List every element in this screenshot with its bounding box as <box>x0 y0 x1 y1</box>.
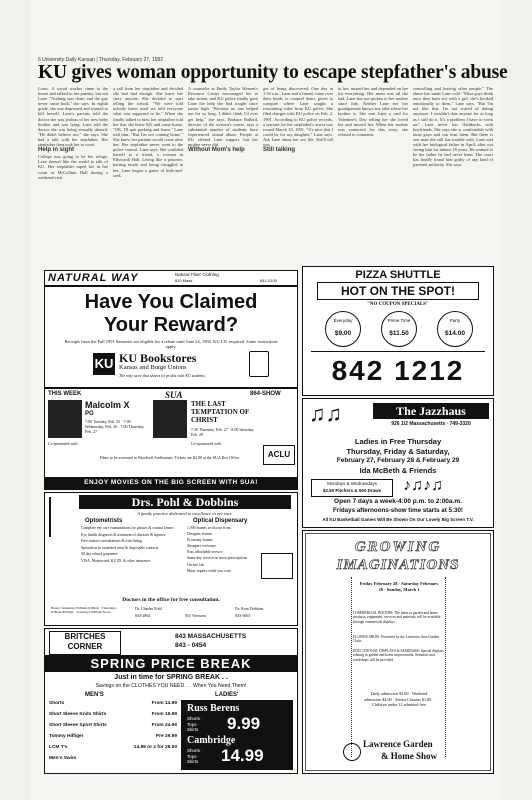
flower-vine-illustration-icon <box>445 577 486 757</box>
subhead-still-talking: Still talking <box>263 147 296 154</box>
pohl-address: 831 Vermont <box>185 613 206 618</box>
film-times-1: 7:00 Tuesday, Feb. 25 · 7:00 Wednesday, Feb. 26 · 7:00 Thursday, Feb. 27 <box>85 419 145 434</box>
jazzhaus-performer: Ida McBeth & Friends <box>359 466 437 475</box>
optometrists-heading: Optometrists <box>85 518 123 524</box>
special-days: Mondays & Wednesdays <box>327 481 377 486</box>
dispensary-service-item: Designer frames <box>187 532 212 537</box>
educational-displays: EDUCATIONAL DISPLAYS & SEMINARS: Special displays relating to garden and home improvement. Seminars and workshops will be provided. <box>353 649 444 662</box>
film-times-2: 7:30 Thursday, Feb. 27 · 8:00 Saturday, Feb. 29 <box>191 427 255 437</box>
deal-party-price: $14.00 <box>445 330 465 337</box>
article-column-5 <box>338 86 408 260</box>
sua-note: Films to be screened in Woodruff Auditorium. Tickets are $2.00 at the SUA Box Office. <box>99 455 241 460</box>
pohl-dobbins-ad <box>44 492 298 626</box>
article-headline: KU gives woman opportunity to escape stepfather's abuse <box>38 62 508 83</box>
dispensary-service-item: Economy frames <box>187 538 213 543</box>
woman-glasses-illustration-icon <box>49 497 75 537</box>
mens-item-name: Short Sleeve Sport Shirts <box>49 723 107 728</box>
jazzhaus-hours: Open 7 days a week-4:00 p.m. to 2:00a.m. <box>334 498 462 505</box>
pizza-shuttle-title: PIZZA SHUTTLE <box>355 269 441 281</box>
garden-show-logo-icon <box>343 743 361 761</box>
mens-item-name: Tommy Hilfiger <box>49 734 84 739</box>
mens-item-row <box>49 701 177 712</box>
mens-item-name: LCM T's <box>49 745 68 750</box>
mens-item-row <box>49 756 177 767</box>
optometrist-service-item: 30 day refund guarantee <box>81 552 118 557</box>
imaginations-title: IMAGINATIONS <box>336 557 460 573</box>
dispensary-service-item: 1,000 frames to choose from <box>187 526 231 530</box>
jazzhaus-address: 926 1/2 Massachusetts · 749-3320 <box>391 421 471 427</box>
mens-item-row <box>49 734 177 745</box>
mens-item-price: From 19.99 <box>151 712 177 717</box>
dispensary-service-item: Same day service on most prescriptions <box>187 556 248 561</box>
sua-logo: SUA <box>165 390 183 400</box>
savings-subline: Savings on the CLOTHES YOU NEED. . . When You Need Them! <box>95 683 247 689</box>
article-text: to her, trusted her and depended on her for everything. Her mom was all she had. Lane has not spoken to her mother since July. Neither Lane nor her grandparents knows any idea where her brother is. She sent Lane a card for Valentine's Day telling her she loved her and missed her. When her mother was contacted for this story, she refused to comment. <box>338 86 408 137</box>
article-column-4 <box>263 86 333 260</box>
ad-rebate-fine-print: Receipts from the Fall 1991 Semester are eligible for a rebate until June 24, 1992. KU I.D. required. Some restrictions apply. <box>64 339 278 349</box>
pohl-tagline: A family practice dedicated to excellence in eye care. <box>137 511 233 516</box>
natural-way-phone: 841-0100 <box>260 278 277 283</box>
article-column-3 <box>188 86 258 260</box>
dispensary-services-list <box>187 526 257 575</box>
mens-item-price: Pre 29.99 <box>155 734 177 739</box>
doctor-dobbins: Dr. Kent Dobbins <box>235 606 264 611</box>
russ-berens-price: 9.99 <box>227 714 261 733</box>
sua-films-ad <box>44 388 298 490</box>
britches-address: 843 MASSACHUSETTS <box>175 633 247 640</box>
britches-name-1: BRITCHES <box>64 632 106 641</box>
article-text: Louis. A social worker came to the house and talked to her parents, but not Lane. "Nothing was done, and the guy never came back," she says. In eighth grade, she was depressed and wanted to kill herself. Lane's parents told the doctor she was jealous of her new baby brother and was lying. Lane told the doctor she was being sexually abused. "He didn't believe me," she says. She had a talk with her stepfather. Her stepfather then took her to court. <box>38 86 108 148</box>
article-text: a call from her stepfather and decided she had had enough. She knew her story anyone. She decided to start telling the school. "We were told nobody knew until we told everyone what was supposed to be." When she finally talked to him, her stepfather told her that she knew KU and came home. "OK, I'll quit packing and leave," Lane told him. "But I'm not coming home." She knew her parents would come after her. Her stepfather never went to the police control. Lane says. She confided herself to a friend, a woman in Ellsworth Hall. Living like a prisoner, hurting inside and being struggled in her. Lane began a game of hide-and-seek. <box>113 86 183 178</box>
britches-name-2: CORNER <box>67 642 103 651</box>
optometrist-service-item: Eye health diagnosis & treatment of diseases & injuries <box>81 532 166 537</box>
dispensary-service-item: Many repairs while you wait <box>187 568 231 573</box>
doctor-pohl: Dr. Charles Pohl <box>135 606 162 611</box>
mens-item-name: Men's Swim <box>49 756 77 761</box>
britches-corner-ad <box>44 628 298 774</box>
natural-way-name: NATURAL WAY <box>48 272 139 284</box>
mens-item-row <box>49 745 177 756</box>
running-header: 6 University Daily Kansan | Thursday, February 27, 1992 <box>38 57 164 63</box>
newspaper-page <box>30 0 508 800</box>
article-text: College was going to be her refuge. Lane doesn't like the world to talk of KU. Her stepfather raped her in her room at McCollum Hall during a weekend visit. <box>38 154 108 180</box>
deal-party <box>437 311 473 347</box>
britches-phone: 843 - 0454 <box>175 642 207 649</box>
film-title-last-temptation: THE LAST TEMPTATION OF CHRIST <box>191 400 250 424</box>
pizza-shuttle-ad <box>302 266 494 396</box>
optometrist-service-item: Complete eye care examinations for glasses & contact lenses <box>81 526 174 530</box>
russ-berens-items: Shorts · Tops · Skirts <box>187 716 203 732</box>
spring-price-break-banner: SPRING PRICE BREAK <box>45 655 297 672</box>
deal-prime-time-label: Prime Time <box>387 318 411 323</box>
music-notes-icon: ♪♫♪♫ <box>403 477 443 494</box>
commercial-booths: COMMERCIAL BOOTHS: The latest in garden and home products, equipment, services and materials will be available through commercial displays. <box>353 611 441 624</box>
ku-bookstores-ad <box>44 286 298 388</box>
ladies-heading: LADIES' <box>215 692 239 698</box>
jazzhaus-name: The Jazzhaus <box>373 403 489 419</box>
subhead-help-in-sight: Help in sight <box>38 147 74 154</box>
eyeglasses-icon <box>261 553 293 579</box>
union-emblem-icon <box>249 351 269 377</box>
doctors-office-note: Doctors in the office for free consultation. <box>122 597 220 603</box>
hot-on-the-spot: HOT ON THE SPOT! <box>317 282 479 300</box>
article-column-2 <box>113 86 183 260</box>
mens-heading: MEN'S <box>85 692 104 698</box>
mens-item-price: From 24.99 <box>151 723 177 728</box>
garden-show-name-2: & Home Show <box>381 751 437 761</box>
jazzhaus-days: Thursday, Friday & Saturday, <box>346 447 450 456</box>
mens-item-row <box>49 712 177 723</box>
pizza-phone-number: 842 1212 <box>331 355 465 386</box>
cambridge-price: 14.99 <box>221 746 264 765</box>
co-presented-label: Co-presented with <box>48 441 78 446</box>
ku-bookstores-subtitle: Kansas and Burge Unions <box>119 364 187 371</box>
mens-item-price: From 14.99 <box>151 701 177 706</box>
ladies-panel <box>181 700 293 770</box>
natural-way-address: 820 Mass <box>175 278 193 283</box>
jazzhaus-ad <box>302 398 494 528</box>
dispensary-service-item: Fast, affordable service <box>187 550 223 555</box>
ad-line-claimed: Have You Claimed <box>84 291 258 313</box>
growing-title: GROWING <box>354 539 442 555</box>
malcolm-x-photo-icon <box>48 400 82 438</box>
cambridge-items: Shorts · Tops · Skirts <box>187 748 203 764</box>
optometrist-service-item: Specialists in extended wear & disposable contacts <box>81 545 159 550</box>
ku-bookstores-tagline: The only store that shares its profits with KU students <box>119 373 205 378</box>
sua-phone: 864-SHOW <box>250 391 281 397</box>
article-text: controlling and hurting other people." The abuse has made Lane cold. "Most guys think once they have sex with a girl, she's hooked emotionally to them," Lane says. "But I'm not like that. I'm not scared of dating anymore. I wouldn't date anyone for as long as I still do it. It's a problem I have to work on." Lane never has flashbacks with boyfriends. She says she is comfortable with most guys and can trust them. But there is one man she still has trouble with. Lane met with her biological father in April, after not seeing him for almost 18 years. He wanted to be the father he had never been. The court has finally found him guilty of any kind of parental authority. She says. <box>413 86 493 168</box>
dispensary-service-item: Shoppers welcome <box>187 544 216 549</box>
flower-show: FLOWER SHOW: Presented by the Lawrence Area Garden Clubs. <box>353 635 439 644</box>
admission-prices: Daily admission $2.00 · Weekend admission $4.00 · Senior Citizens $1.00 · Children under 12 admitted free <box>364 691 434 707</box>
divider <box>311 351 485 352</box>
mens-item-price: 14.99 or 2 for 28.00 <box>133 745 177 750</box>
deal-party-label: Party <box>449 318 461 323</box>
pohl-phone: 843-2864 <box>135 613 151 618</box>
spring-break-subline: Just in time for SPRING BREAK . . <box>114 674 228 681</box>
ku-logo-icon: KU <box>93 353 115 375</box>
natural-way-ad <box>44 270 298 286</box>
optometrist-service-item: Free contact consultations & trial fitting <box>81 539 142 544</box>
deal-prime-time <box>381 311 417 347</box>
cambridge-label: Cambridge <box>187 735 236 746</box>
this-week-label: THIS WEEK <box>48 391 82 397</box>
mens-item-row <box>49 723 177 734</box>
sua-banner: ENJOY MOVIES ON THE BIG SCREEN WITH SUA! <box>45 477 297 489</box>
deal-everyday-label: Everyday <box>333 318 353 323</box>
show-dates: Friday February 28 · Saturday February 29 · Sunday, March 1 <box>359 581 439 592</box>
mens-item-name: Shorts <box>49 701 65 706</box>
article-text: get of being discovered. One day at 1:30 a.m., Lane and a friend, came over their heads to counsel them, given to compare where Lane sought a restraining order from KU police. She filed charges with KU police on Feb. 2, 1991. According to KU police records, a warrant for her stepfather's arrest was issued March 18, 1991. "It's nice that I could be for my daughter," Lane says. Ask Lane about her sex life. She'll tell you. <box>263 86 333 148</box>
film-title-malcolm-x: Malcolm X <box>85 400 130 410</box>
garden-show-name-1: Lawrence Garden <box>363 739 433 749</box>
optometrist-services-list <box>81 526 181 566</box>
co-sponsored-label: Co-sponsored with <box>191 441 222 446</box>
mens-items-list <box>49 701 177 767</box>
article-column-1 <box>38 86 108 260</box>
office-hours: Hours: Weekdays 8:00am-6:00pm · Thursdays 8:00am-8:00pm · Saturdays 9:00am-Noon <box>51 606 117 615</box>
article-text: A counselor at Emily Taylor Women's Resource Center encouraged her to take action, and KU police finally gave Lane the help she had sought since junior high. "Because no one helped me for so long, I didn't think I'd ever get help," she says. Barbara Ballard, director of the women's center, says a substantial number of students have experienced sexual abuse. People at KU offered Lane support, but her mother never did. <box>188 86 258 148</box>
mens-item-name: Short Sleeve Knits Shirts <box>49 712 107 717</box>
garden-home-show-ad <box>302 530 494 774</box>
last-temptation-photo-icon <box>153 400 187 438</box>
pohl-title: Drs. Pohl & Dobbins <box>79 495 291 509</box>
subhead-without-moms-help: Without Mom's help <box>188 147 245 154</box>
article-column-6 <box>413 86 493 260</box>
special-deal: $2.50 Pitchers & 50¢ Draws <box>322 488 382 493</box>
deal-everyday-price: $9.00 <box>334 330 352 337</box>
deal-everyday <box>325 311 361 347</box>
britches-logo <box>49 631 121 655</box>
flower-vine-illustration-icon <box>311 577 352 757</box>
russ-berens-label: Russ Berens <box>187 703 240 714</box>
dobbins-phone: 843-5665 <box>235 613 251 618</box>
optical-dispensary-heading: Optical Dispensary <box>193 518 248 524</box>
film-rating: PG <box>85 411 94 417</box>
optometrist-service-item: VISA, Mastercard, KU ID, & other insurance <box>81 558 151 563</box>
dispensary-service-item: On-site lab <box>187 562 204 567</box>
deal-prime-time-price: $11.50 <box>389 330 409 337</box>
natural-way-tagline: Natural Fiber Clothing <box>175 272 219 277</box>
music-notes-icon: ♫♫ <box>309 401 342 426</box>
ad-line-reward: Your Reward? <box>103 314 239 336</box>
no-coupon-specials: "NO COUPON SPECIALS" <box>367 302 429 307</box>
ku-bookstores-name: KU Bookstores <box>119 351 197 365</box>
jazzhaus-dates: February 27, February 28 & February 29 <box>336 457 460 464</box>
aclu-logo-icon: ACLU <box>263 445 295 465</box>
jazzhaus-special-box <box>311 479 393 497</box>
ladies-free-thursday: Ladies in Free Thursday <box>354 437 442 446</box>
jazzhaus-fridays: Fridays afternoons-show time starts at 5:30! <box>333 507 463 514</box>
jazzhaus-basketball: All KU Basketball Games Will Be Shown On Our Lovely Big Screen T.V. <box>322 517 474 522</box>
